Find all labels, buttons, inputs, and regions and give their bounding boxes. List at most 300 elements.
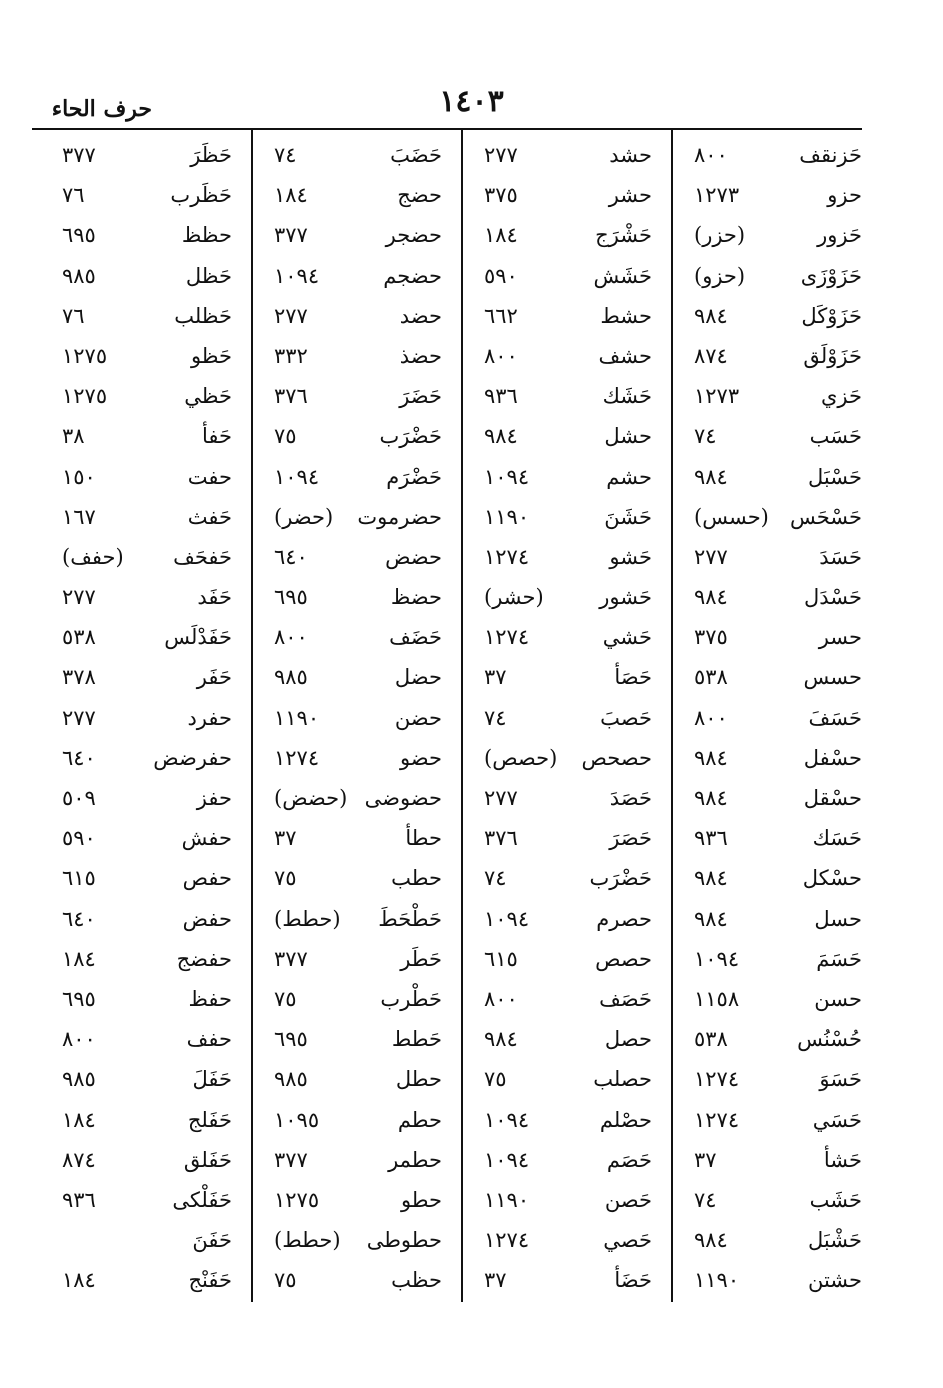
entry-page-ref: ٩٨٤ xyxy=(694,906,728,931)
index-entry xyxy=(274,539,442,579)
entry-word: حَفَنَ xyxy=(192,1228,232,1253)
index-entry xyxy=(62,539,232,579)
index-entry xyxy=(694,137,862,177)
entry-word: حسس xyxy=(803,665,862,690)
entry-page-ref: ١٢٧٤ xyxy=(484,544,530,569)
entry-page-ref: ١٨٤ xyxy=(62,946,96,971)
index-entry xyxy=(274,217,442,257)
entry-page-ref: ٥٩٠ xyxy=(62,826,96,851)
entry-page-ref: ٧٤ xyxy=(694,1187,717,1212)
entry-page-ref: ٩٣٦ xyxy=(62,1187,96,1212)
index-entry xyxy=(62,1021,232,1061)
entry-page-ref: ٣٧ xyxy=(484,1268,507,1293)
entry-page-ref: ٥٠٩ xyxy=(62,786,96,810)
entry-page-ref: ٩٨٤ xyxy=(694,1228,728,1253)
entry-page-ref: ٧٤ xyxy=(694,424,717,449)
entry-word: حَطط xyxy=(391,1027,442,1052)
entry-page-ref: ٩٨٥ xyxy=(274,665,308,690)
index-entry xyxy=(274,619,442,659)
entry-page-ref: ١٢٧٤ xyxy=(274,745,320,770)
entry-word: حَطَر xyxy=(400,946,442,971)
index-entry xyxy=(274,1021,442,1061)
index-entry xyxy=(62,499,232,539)
entry-word: حفص xyxy=(182,866,232,891)
index-entry xyxy=(62,901,232,941)
index-entry xyxy=(62,298,232,338)
index-entry xyxy=(694,901,862,941)
index-entry xyxy=(274,941,442,981)
index-entry xyxy=(274,780,442,820)
index-column-4 xyxy=(62,137,232,1297)
entry-word: حضذ xyxy=(399,343,442,368)
entry-page-ref: ٧٦ xyxy=(62,183,85,208)
index-entry xyxy=(62,1142,232,1182)
entry-word: حَشْرَج xyxy=(595,223,652,248)
entry-page-ref: ٩٨٥ xyxy=(62,1067,96,1092)
index-entry xyxy=(694,1102,862,1142)
entry-word: حسْقل xyxy=(803,786,862,810)
entry-word: حشف xyxy=(598,343,652,368)
index-entry xyxy=(694,659,862,699)
entry-word: حصحص xyxy=(581,745,652,770)
index-entry xyxy=(694,860,862,900)
entry-page-ref: ١٢٧٤ xyxy=(694,1107,740,1132)
index-entry xyxy=(484,338,652,378)
entry-word: حضن xyxy=(394,705,442,730)
entry-page-ref: ٢٧٧ xyxy=(484,786,518,810)
entry-page-ref: ٩٨٥ xyxy=(274,1067,308,1092)
index-entry xyxy=(694,1061,862,1101)
entry-word: حَصَدَ xyxy=(609,786,652,810)
entry-word: حَفَلق xyxy=(183,1147,232,1172)
entry-word: حَظو xyxy=(190,343,232,368)
index-column-2 xyxy=(484,137,652,1297)
index-entry xyxy=(694,539,862,579)
entry-word: حَشْبَل xyxy=(808,1228,862,1253)
entry-page-ref: ٨٧٤ xyxy=(694,343,728,368)
entry-word: حَظَرَ xyxy=(190,143,232,167)
index-entry xyxy=(62,659,232,699)
entry-word: حطأ xyxy=(405,826,442,851)
entry-word: حَطْحَطَ xyxy=(378,906,442,931)
entry-word: حضج xyxy=(397,183,442,208)
index-entry xyxy=(484,1182,652,1222)
entry-page-ref: ٣٧٧ xyxy=(62,143,96,167)
entry-word: حسن xyxy=(814,986,862,1011)
entry-word: حَشور xyxy=(599,585,652,610)
entry-page-ref: ٣٧٥ xyxy=(694,625,728,650)
entry-word: حطو xyxy=(400,1187,442,1212)
entry-word: حَفَلج xyxy=(187,1107,232,1132)
entry-word: حطب xyxy=(391,866,442,891)
index-entry xyxy=(484,258,652,298)
entry-word: حضد xyxy=(399,303,442,328)
entry-word: حفض xyxy=(182,906,232,931)
entry-page-ref: ١١٥٨ xyxy=(694,986,740,1011)
index-entry xyxy=(694,177,862,217)
index-entry xyxy=(694,459,862,499)
index-entry xyxy=(694,1222,862,1262)
entry-page-ref: ١٠٩٥ xyxy=(274,1107,320,1132)
running-head: حرف الحاء xyxy=(51,96,152,122)
entry-word: حسر xyxy=(818,625,862,650)
entry-word: حفضج xyxy=(176,946,232,971)
index-entry xyxy=(484,1142,652,1182)
entry-word: حطم xyxy=(397,1107,442,1132)
entry-page-ref: ١٥٠ xyxy=(62,464,96,489)
entry-page-ref: ٦٤٠ xyxy=(62,906,96,931)
index-entry xyxy=(694,941,862,981)
index-entry xyxy=(484,1061,652,1101)
index-entry xyxy=(62,177,232,217)
entry-word: حفظ xyxy=(188,986,232,1011)
index-entry xyxy=(694,981,862,1021)
entry-word: حَسْحَس xyxy=(789,504,862,529)
index-entry xyxy=(274,659,442,699)
header-rule xyxy=(32,128,862,130)
entry-page-ref: ١٢٧٣ xyxy=(694,384,740,409)
entry-page-ref: ٢٧٧ xyxy=(62,705,96,730)
entry-page-ref: (حسس) xyxy=(694,504,769,529)
entry-page-ref: ٨٠٠ xyxy=(484,986,518,1011)
entry-page-ref: ٢٧٧ xyxy=(62,585,96,610)
entry-page-ref: ١٢٧٤ xyxy=(484,625,530,650)
entry-word: حَفأ xyxy=(201,424,232,449)
entry-word: حَظل xyxy=(185,263,232,288)
page-number: ١٤٠٣ xyxy=(439,84,504,119)
index-entry xyxy=(274,298,442,338)
index-entry xyxy=(62,579,232,619)
entry-word: حَزَوْزَى xyxy=(800,263,862,288)
index-entry xyxy=(484,780,652,820)
entry-page-ref: ١١٩٠ xyxy=(484,1187,530,1212)
index-entry xyxy=(274,258,442,298)
column-divider xyxy=(251,130,253,1302)
entry-word: حَفَدْلَس xyxy=(164,625,232,650)
index-entry xyxy=(484,1262,652,1302)
index-entry xyxy=(274,860,442,900)
entry-page-ref: (حطط) xyxy=(274,906,341,931)
index-entry xyxy=(484,579,652,619)
entry-page-ref: ١٠٩٤ xyxy=(484,906,530,931)
entry-word: حطمر xyxy=(388,1147,442,1172)
entry-page-ref: ٧٥ xyxy=(274,1268,297,1293)
index-entry xyxy=(694,700,862,740)
entry-page-ref: ٧٥ xyxy=(274,866,297,891)
entry-page-ref: ١٠٩٤ xyxy=(274,464,320,489)
entry-word: حشم xyxy=(606,464,652,489)
entry-word: حَضَأ xyxy=(614,1268,652,1293)
index-entry xyxy=(274,700,442,740)
entry-page-ref: (حزو) xyxy=(694,263,746,288)
entry-word: حصل xyxy=(604,1027,652,1052)
entry-word: حسْفل xyxy=(803,745,862,770)
index-entry xyxy=(62,418,232,458)
entry-word: حفرضض xyxy=(153,745,232,770)
index-entry xyxy=(62,820,232,860)
index-entry xyxy=(694,378,862,418)
entry-word: حَفَلْكى xyxy=(172,1187,232,1212)
entry-page-ref: ٣٧٧ xyxy=(274,1147,308,1172)
entry-page-ref: ١٨٤ xyxy=(484,223,518,248)
entry-word: حَفَر xyxy=(196,665,232,690)
entry-page-ref: ٣٨ xyxy=(62,424,85,449)
index-entry xyxy=(274,378,442,418)
entry-word: حضجر xyxy=(385,223,442,248)
index-entry xyxy=(694,740,862,780)
index-entry xyxy=(694,780,862,820)
entry-word: حضوضى xyxy=(364,786,442,810)
entry-word: حَشَش xyxy=(593,263,652,288)
entry-word: حضض xyxy=(385,544,442,569)
entry-word: حَزور xyxy=(817,223,862,248)
entry-page-ref: ٨٠٠ xyxy=(694,143,728,167)
entry-page-ref: ٧٥ xyxy=(274,424,297,449)
entry-page-ref: ١١٩٠ xyxy=(694,1268,740,1293)
entry-word: حَضَرَ xyxy=(399,384,442,409)
entry-word: حَصي xyxy=(603,1228,652,1253)
index-entry xyxy=(62,137,232,177)
index-entry xyxy=(274,820,442,860)
index-entry xyxy=(274,901,442,941)
index-column-1 xyxy=(694,137,862,1297)
entry-page-ref: ٩٨٤ xyxy=(694,745,728,770)
entry-page-ref: ٥٣٨ xyxy=(62,625,96,650)
index-entry xyxy=(484,217,652,257)
entry-word: حَصَأ xyxy=(614,665,652,690)
column-divider xyxy=(671,130,673,1302)
index-entry xyxy=(484,499,652,539)
index-entry xyxy=(484,820,652,860)
entry-word: حَزَوْلَق xyxy=(803,343,862,368)
entry-word: حصلب xyxy=(593,1067,652,1092)
index-entry xyxy=(274,499,442,539)
index-entry xyxy=(694,217,862,257)
entry-word: حفف xyxy=(186,1027,232,1052)
entry-word: حَزنقف xyxy=(799,143,862,167)
index-entry xyxy=(484,298,652,338)
entry-word: حَضْرَب xyxy=(379,424,442,449)
index-entry xyxy=(694,499,862,539)
index-entry xyxy=(62,740,232,780)
index-entry xyxy=(62,1061,232,1101)
entry-page-ref: ٨٠٠ xyxy=(694,705,728,730)
entry-page-ref: ٩٣٦ xyxy=(694,826,728,851)
index-entry xyxy=(484,981,652,1021)
entry-word: حَسَي xyxy=(812,1107,862,1132)
entry-page-ref: ٣٧ xyxy=(484,665,507,690)
entry-word: حَشَب xyxy=(809,1187,862,1212)
entry-word: حشل xyxy=(604,424,652,449)
entry-word: حَزي xyxy=(820,384,862,409)
entry-word: حفز xyxy=(196,786,232,810)
entry-word: حَصَف xyxy=(599,986,652,1011)
entry-page-ref: ١٨٤ xyxy=(62,1268,96,1293)
entry-word: حَسَمَ xyxy=(816,946,862,971)
entry-word: حفت xyxy=(187,464,232,489)
index-entry xyxy=(484,459,652,499)
entry-word: حصْلم xyxy=(599,1107,652,1132)
entry-page-ref: ٣٧٦ xyxy=(484,826,518,851)
index-entry xyxy=(274,1222,442,1262)
entry-page-ref: ٩٨٤ xyxy=(484,424,518,449)
index-entry xyxy=(694,1262,862,1302)
entry-word: حَسَوَ xyxy=(819,1067,862,1092)
entry-page-ref: ٩٨٤ xyxy=(484,1027,518,1052)
entry-word: حَفَنْج xyxy=(188,1268,232,1293)
entry-word: حَظَرب xyxy=(170,183,232,208)
index-entry xyxy=(694,1021,862,1061)
entry-page-ref: ٩٨٤ xyxy=(694,786,728,810)
entry-page-ref: ٩٨٤ xyxy=(694,585,728,610)
index-entry xyxy=(62,1102,232,1142)
entry-page-ref: ٩٣٦ xyxy=(484,384,518,409)
index-entry xyxy=(484,177,652,217)
entry-word: حَسَفَ xyxy=(808,705,862,730)
entry-page-ref: (حطط) xyxy=(274,1228,341,1253)
entry-word: حَضْرَم xyxy=(386,464,442,489)
entry-page-ref: ٢٧٧ xyxy=(274,303,308,328)
entry-word: حطوطى xyxy=(366,1228,442,1253)
entry-page-ref: ١٢٧٤ xyxy=(694,1067,740,1092)
entry-word: حَشو xyxy=(609,544,652,569)
entry-page-ref: ٣٧٥ xyxy=(484,183,518,208)
index-entry xyxy=(484,659,652,699)
entry-page-ref: ١٠٩٤ xyxy=(484,1147,530,1172)
index-entry xyxy=(484,901,652,941)
entry-page-ref: ٧٥ xyxy=(274,986,297,1011)
entry-page-ref: ٨٠٠ xyxy=(484,343,518,368)
entry-page-ref: ١٢٧٥ xyxy=(62,343,108,368)
entry-word: حَسَب xyxy=(809,424,862,449)
index-entry xyxy=(694,820,862,860)
index-entry xyxy=(484,418,652,458)
entry-page-ref: ٦٩٥ xyxy=(62,986,96,1011)
entry-page-ref: ٦٤٠ xyxy=(274,544,308,569)
index-entry xyxy=(274,1102,442,1142)
entry-word: حَفَلَ xyxy=(192,1067,232,1092)
index-entry xyxy=(62,1182,232,1222)
entry-page-ref: ٣٧٧ xyxy=(274,223,308,248)
entry-word: حَسَدَ xyxy=(819,544,862,569)
index-entry xyxy=(274,981,442,1021)
entry-page-ref: ٣٧٨ xyxy=(62,665,96,690)
entry-word: حَصَرَ xyxy=(609,826,652,851)
entry-page-ref: ٢٧٧ xyxy=(694,544,728,569)
entry-page-ref: ٣٧ xyxy=(274,826,297,851)
entry-page-ref: ٦١٥ xyxy=(62,866,96,891)
entry-word: حصرم xyxy=(596,906,652,931)
entry-word: حَظي xyxy=(184,384,232,409)
entry-page-ref: ١٦٧ xyxy=(62,504,96,529)
entry-page-ref: ٣٧٦ xyxy=(274,384,308,409)
index-column-3 xyxy=(274,137,442,1297)
index-entry xyxy=(62,860,232,900)
entry-word: حَصبَ xyxy=(600,705,652,730)
index-entry xyxy=(274,579,442,619)
entry-word: حَفحَف xyxy=(173,544,232,569)
index-entry xyxy=(484,740,652,780)
entry-page-ref: ٣٣٢ xyxy=(274,343,308,368)
index-entry xyxy=(694,579,862,619)
index-entry xyxy=(694,298,862,338)
entry-page-ref: ٧٦ xyxy=(62,303,85,328)
entry-page-ref: (حزر) xyxy=(694,223,746,248)
entry-word: حطل xyxy=(395,1067,442,1092)
index-entry xyxy=(62,941,232,981)
entry-page-ref: ٧٤ xyxy=(484,866,507,891)
index-entry xyxy=(62,258,232,298)
index-entry xyxy=(484,137,652,177)
entry-page-ref: ٩٨٤ xyxy=(694,464,728,489)
entry-word: حشر xyxy=(608,183,652,208)
index-entry xyxy=(694,1142,862,1182)
entry-word: حضرموت xyxy=(357,504,442,529)
entry-page-ref: ٧٥ xyxy=(484,1067,507,1092)
index-entry xyxy=(274,137,442,177)
entry-word: حَضَبَ xyxy=(390,143,442,167)
index-entry xyxy=(484,860,652,900)
entry-word: حَفَد xyxy=(197,585,232,610)
entry-page-ref: (حضر) xyxy=(274,504,334,529)
index-entry xyxy=(62,1222,232,1262)
index-entry xyxy=(62,1262,232,1302)
entry-page-ref: (حصص) xyxy=(484,745,558,770)
entry-word: حسل xyxy=(814,906,862,931)
index-entry xyxy=(274,459,442,499)
index-entry xyxy=(484,941,652,981)
entry-page-ref: ١٠٩٤ xyxy=(274,263,320,288)
entry-page-ref: ١٠٩٤ xyxy=(694,946,740,971)
index-entry xyxy=(274,177,442,217)
entry-word: حَشي xyxy=(602,625,652,650)
index-entry xyxy=(62,217,232,257)
index-entry xyxy=(274,1182,442,1222)
entry-page-ref: ٥٩٠ xyxy=(484,263,518,288)
index-entry xyxy=(694,1182,862,1222)
entry-page-ref: ٥٣٨ xyxy=(694,1027,728,1052)
entry-word: حَفث xyxy=(187,504,232,529)
entry-word: حظظ xyxy=(181,223,232,248)
entry-word: حَسَك xyxy=(812,826,862,851)
entry-page-ref: (حشر) xyxy=(484,585,544,610)
index-entry xyxy=(484,619,652,659)
entry-word: حظب xyxy=(391,1268,442,1293)
entry-word: حَزَوْكَل xyxy=(801,303,862,328)
index-entry xyxy=(62,700,232,740)
entry-page-ref: ١١٩٠ xyxy=(484,504,530,529)
index-entry xyxy=(484,1102,652,1142)
index-entry xyxy=(694,258,862,298)
index-entry xyxy=(484,1021,652,1061)
entry-word: حضجم xyxy=(383,263,442,288)
index-entry xyxy=(694,418,862,458)
entry-page-ref: ١٠٩٤ xyxy=(484,464,530,489)
index-entry xyxy=(274,1142,442,1182)
index-entry xyxy=(484,700,652,740)
entry-word: حَضَف xyxy=(389,625,442,650)
entry-word: حَسْدَل xyxy=(804,585,862,610)
entry-page-ref: ٨٠٠ xyxy=(62,1027,96,1052)
entry-page-ref: ٦١٥ xyxy=(484,946,518,971)
entry-word: حفش xyxy=(181,826,232,851)
index-entry xyxy=(62,981,232,1021)
entry-word: حفرد xyxy=(187,705,232,730)
index-entry xyxy=(62,619,232,659)
entry-page-ref: ٨٠٠ xyxy=(274,625,308,650)
entry-page-ref: ٧٤ xyxy=(484,705,507,730)
index-entry xyxy=(62,378,232,418)
